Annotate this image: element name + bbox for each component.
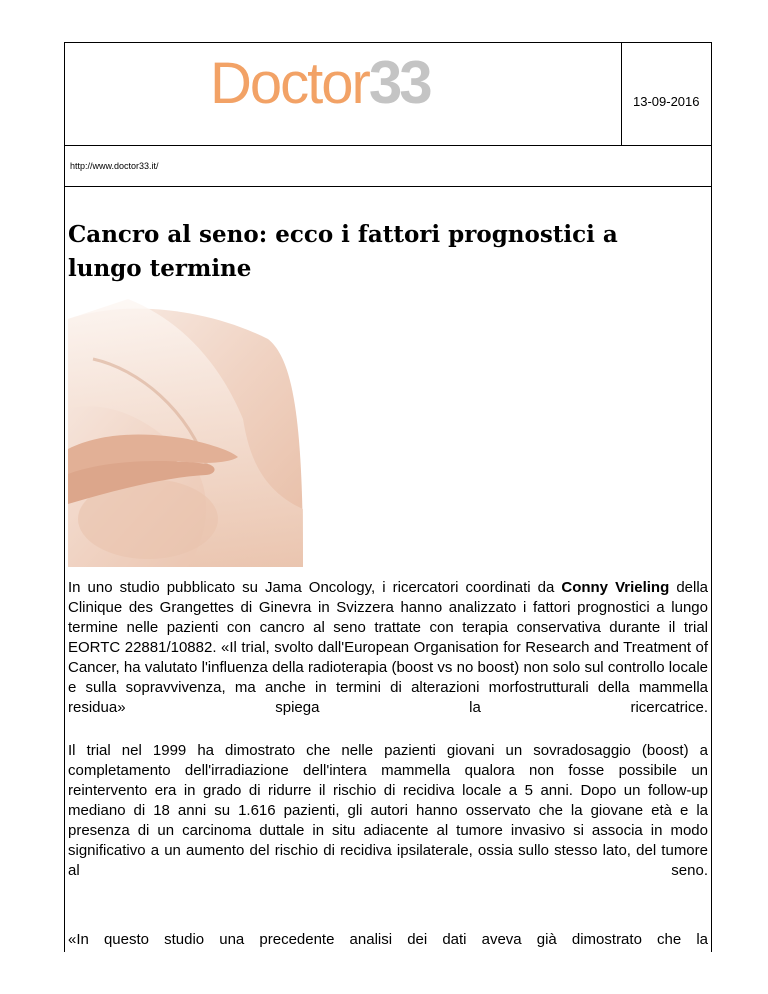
logo-number: 33 [368, 49, 430, 116]
logo-text: Doctor [210, 51, 369, 116]
publication-date: 13-09-2016 [633, 94, 700, 109]
frame-top-border [64, 42, 712, 43]
article-paragraph-1 [68, 578, 708, 718]
article-paragraph-2: Il trial nel 1999 ha dimostrato che nelle pazienti giovani un sovradosaggio (boost) a completamento dell'irradiazione dell'intera mammella qualora non fosse possibile un reintervento era in grado di ridurre il rischio di recidiva locale a 5 anni. Dopo un follow-up mediano di 18 anni su 1.616 pazienti, gli autori hanno osservato che la giovane età e la presenza di un carcinoma duttale in situ adiacente al tumore invasivo si associa in modo significativo a un aumento del rischio di recidiva ipsilaterale, ossia sullo stesso lato, del tumore al seno. [68, 742, 708, 879]
source-url: http://www.doctor33.it/ [70, 161, 159, 171]
frame-right-border [711, 42, 712, 952]
paragraph-1-rest: della Clinique des Grangettes di Ginevra in Svizzera hanno analizzato i fattori prognostici a lungo termine nelle pazienti con cancro al seno trattate con terapia conservativa durante il trial EORTC 22881/10882. «Il trial, svolto dall'European Organisation for Research and Treatment of Cancer, ha valutato l'influenza della radioterapia (boost vs no boost) non solo sul controllo locale e sulla sopravvivenza, ma anche in termini di alterazioni morfostrutturali della mammella residua» spiega la ricercatrice. [68, 579, 709, 716]
frame-left-border [64, 42, 65, 952]
breast-exam-photo [68, 299, 303, 567]
url-divider [64, 186, 712, 187]
article-title: Cancro al seno: ecco i fattori prognostici a lungo termine [68, 221, 618, 282]
doctor33-logo [210, 49, 430, 116]
date-cell-divider [621, 42, 622, 146]
paragraph-1-intro: In uno studio pubblicato su Jama Oncology, i ricercatori coordinati da [68, 579, 562, 596]
researcher-name: Conny Vrieling [561, 579, 670, 596]
article-paragraph-3: «In questo studio una precedente analisi dei dati aveva già dimostrato che la [68, 931, 708, 948]
header-divider [64, 145, 712, 146]
